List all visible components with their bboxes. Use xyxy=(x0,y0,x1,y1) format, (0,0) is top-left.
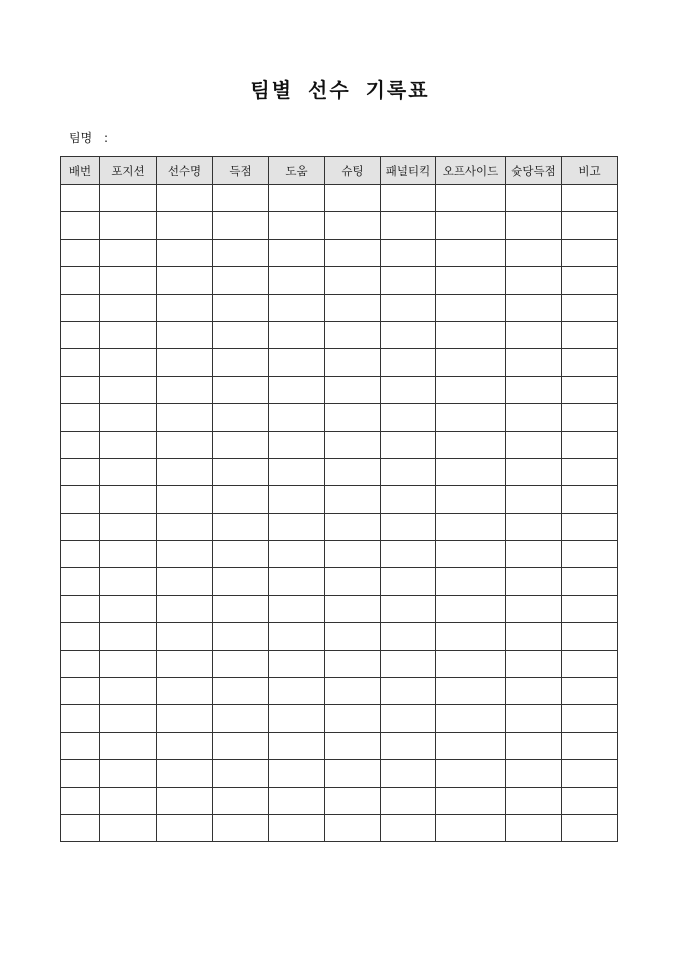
table-cell[interactable] xyxy=(436,431,506,458)
table-cell[interactable] xyxy=(381,294,436,321)
table-cell[interactable] xyxy=(269,623,325,650)
table-cell[interactable] xyxy=(269,541,325,568)
table-cell[interactable] xyxy=(100,404,157,431)
table-cell[interactable] xyxy=(100,376,157,403)
table-cell[interactable] xyxy=(100,814,157,841)
table-cell[interactable] xyxy=(325,267,381,294)
table-cell[interactable] xyxy=(100,650,157,677)
table-row xyxy=(61,623,618,650)
table-row xyxy=(61,212,618,239)
header-jersey-number: 배번 xyxy=(61,157,100,185)
table-cell[interactable] xyxy=(100,513,157,540)
table-cell[interactable] xyxy=(562,732,618,759)
table-cell[interactable] xyxy=(506,650,562,677)
table-cell[interactable] xyxy=(269,267,325,294)
table-cell[interactable] xyxy=(61,595,100,622)
table-cell[interactable] xyxy=(381,595,436,622)
table-row xyxy=(61,513,618,540)
table-cell[interactable] xyxy=(61,732,100,759)
table-cell[interactable] xyxy=(436,349,506,376)
table-cell[interactable] xyxy=(61,650,100,677)
table-cell[interactable] xyxy=(436,239,506,266)
table-cell[interactable] xyxy=(61,431,100,458)
table-cell[interactable] xyxy=(436,267,506,294)
table-cell[interactable] xyxy=(100,486,157,513)
table-cell[interactable] xyxy=(61,185,100,212)
header-shots: 슈팅 xyxy=(325,157,381,185)
table-cell[interactable] xyxy=(506,404,562,431)
table-cell[interactable] xyxy=(436,650,506,677)
table-cell[interactable] xyxy=(436,568,506,595)
table-cell[interactable] xyxy=(436,787,506,814)
table-cell[interactable] xyxy=(157,541,213,568)
table-cell[interactable] xyxy=(325,568,381,595)
table-cell[interactable] xyxy=(506,349,562,376)
table-cell[interactable] xyxy=(61,568,100,595)
table-cell[interactable] xyxy=(213,239,269,266)
table-cell[interactable] xyxy=(436,678,506,705)
table-cell[interactable] xyxy=(381,568,436,595)
table-cell[interactable] xyxy=(100,732,157,759)
table-cell[interactable] xyxy=(213,185,269,212)
table-row xyxy=(61,760,618,787)
table-cell[interactable] xyxy=(213,212,269,239)
table-cell[interactable] xyxy=(61,267,100,294)
table-cell[interactable] xyxy=(100,185,157,212)
table-cell[interactable] xyxy=(100,349,157,376)
table-cell[interactable] xyxy=(100,321,157,348)
header-player-name: 선수명 xyxy=(157,157,213,185)
table-cell[interactable] xyxy=(213,267,269,294)
table-cell[interactable] xyxy=(381,787,436,814)
table-cell[interactable] xyxy=(562,760,618,787)
table-cell[interactable] xyxy=(269,458,325,485)
table-cell[interactable] xyxy=(381,458,436,485)
table-cell[interactable] xyxy=(381,431,436,458)
table-cell[interactable] xyxy=(506,294,562,321)
table-cell[interactable] xyxy=(100,760,157,787)
table-cell[interactable] xyxy=(325,185,381,212)
table-cell[interactable] xyxy=(213,814,269,841)
table-cell[interactable] xyxy=(325,486,381,513)
table-row xyxy=(61,486,618,513)
table-cell[interactable] xyxy=(506,239,562,266)
table-cell[interactable] xyxy=(269,239,325,266)
table-cell[interactable] xyxy=(381,212,436,239)
table-cell[interactable] xyxy=(562,568,618,595)
table-row xyxy=(61,705,618,732)
table-cell[interactable] xyxy=(61,349,100,376)
table-header-row xyxy=(61,157,618,185)
table-cell[interactable] xyxy=(436,458,506,485)
table-cell[interactable] xyxy=(325,294,381,321)
table-cell[interactable] xyxy=(269,760,325,787)
table-cell[interactable] xyxy=(213,404,269,431)
table-cell[interactable] xyxy=(381,349,436,376)
table-cell[interactable] xyxy=(157,650,213,677)
table-cell[interactable] xyxy=(269,294,325,321)
table-cell[interactable] xyxy=(100,431,157,458)
table-cell[interactable] xyxy=(213,623,269,650)
table-cell[interactable] xyxy=(506,185,562,212)
table-cell[interactable] xyxy=(157,431,213,458)
header-goals: 득점 xyxy=(213,157,269,185)
table-cell[interactable] xyxy=(506,212,562,239)
table-cell[interactable] xyxy=(100,787,157,814)
team-name-colon: : xyxy=(104,131,109,145)
table-cell[interactable] xyxy=(381,678,436,705)
table-cell[interactable] xyxy=(269,376,325,403)
table-cell[interactable] xyxy=(325,321,381,348)
table-cell[interactable] xyxy=(100,294,157,321)
table-cell[interactable] xyxy=(562,239,618,266)
table-cell[interactable] xyxy=(213,650,269,677)
table-cell[interactable] xyxy=(325,212,381,239)
table-cell[interactable] xyxy=(325,650,381,677)
table-cell[interactable] xyxy=(506,458,562,485)
table-cell[interactable] xyxy=(562,814,618,841)
table-row xyxy=(61,595,618,622)
table-cell[interactable] xyxy=(562,349,618,376)
table-cell[interactable] xyxy=(381,321,436,348)
table-row xyxy=(61,321,618,348)
table-cell[interactable] xyxy=(213,349,269,376)
table-cell[interactable] xyxy=(100,458,157,485)
table-row xyxy=(61,239,618,266)
table-cell[interactable] xyxy=(506,760,562,787)
table-cell[interactable] xyxy=(157,732,213,759)
table-cell[interactable] xyxy=(436,705,506,732)
table-cell[interactable] xyxy=(269,814,325,841)
table-cell[interactable] xyxy=(157,185,213,212)
team-name-label: 팀명 xyxy=(69,131,93,145)
table-cell[interactable] xyxy=(213,760,269,787)
table-row xyxy=(61,349,618,376)
header-remarks: 비고 xyxy=(562,157,618,185)
table-cell[interactable] xyxy=(61,321,100,348)
table-cell[interactable] xyxy=(213,458,269,485)
table-cell[interactable] xyxy=(381,814,436,841)
table-cell[interactable] xyxy=(100,595,157,622)
table-cell[interactable] xyxy=(506,267,562,294)
table-cell[interactable] xyxy=(213,431,269,458)
table-row xyxy=(61,650,618,677)
table-cell[interactable] xyxy=(100,239,157,266)
table-cell[interactable] xyxy=(157,486,213,513)
table-cell[interactable] xyxy=(157,404,213,431)
table-cell[interactable] xyxy=(157,321,213,348)
table-cell[interactable] xyxy=(436,814,506,841)
table-cell[interactable] xyxy=(157,239,213,266)
table-cell[interactable] xyxy=(100,678,157,705)
table-cell[interactable] xyxy=(213,486,269,513)
table-cell[interactable] xyxy=(157,705,213,732)
table-cell[interactable] xyxy=(269,787,325,814)
table-cell[interactable] xyxy=(381,732,436,759)
table-cell[interactable] xyxy=(325,623,381,650)
table-cell[interactable] xyxy=(213,541,269,568)
table-cell[interactable] xyxy=(562,678,618,705)
table-cell[interactable] xyxy=(436,185,506,212)
team-name-line xyxy=(69,129,108,146)
table-cell[interactable] xyxy=(269,650,325,677)
table-cell[interactable] xyxy=(269,431,325,458)
table-cell[interactable] xyxy=(61,678,100,705)
table-cell[interactable] xyxy=(269,185,325,212)
table-cell[interactable] xyxy=(562,321,618,348)
table-cell[interactable] xyxy=(61,458,100,485)
table-cell[interactable] xyxy=(325,760,381,787)
table-cell[interactable] xyxy=(506,541,562,568)
table-cell[interactable] xyxy=(436,760,506,787)
table-cell[interactable] xyxy=(100,267,157,294)
table-cell[interactable] xyxy=(506,568,562,595)
table-cell[interactable] xyxy=(213,705,269,732)
table-row xyxy=(61,732,618,759)
table-cell[interactable] xyxy=(269,678,325,705)
table-cell[interactable] xyxy=(436,513,506,540)
table-cell[interactable] xyxy=(506,321,562,348)
table-cell[interactable] xyxy=(157,267,213,294)
table-cell[interactable] xyxy=(562,404,618,431)
table-cell[interactable] xyxy=(325,732,381,759)
table-cell[interactable] xyxy=(436,376,506,403)
table-cell[interactable] xyxy=(269,513,325,540)
table-cell[interactable] xyxy=(61,239,100,266)
table-cell[interactable] xyxy=(325,239,381,266)
table-cell[interactable] xyxy=(100,568,157,595)
table-cell[interactable] xyxy=(381,705,436,732)
header-position: 포지션 xyxy=(100,157,157,185)
table-cell[interactable] xyxy=(562,212,618,239)
table-cell[interactable] xyxy=(269,568,325,595)
table-cell[interactable] xyxy=(269,732,325,759)
table-cell[interactable] xyxy=(506,787,562,814)
table-cell[interactable] xyxy=(61,376,100,403)
table-cell[interactable] xyxy=(506,732,562,759)
table-cell[interactable] xyxy=(562,623,618,650)
table-cell[interactable] xyxy=(562,294,618,321)
table-cell[interactable] xyxy=(381,650,436,677)
page-title: 팀별 선수 기록표 xyxy=(250,78,430,102)
table-cell[interactable] xyxy=(325,595,381,622)
table-cell[interactable] xyxy=(269,486,325,513)
table-cell[interactable] xyxy=(325,349,381,376)
table-cell[interactable] xyxy=(269,595,325,622)
table-cell[interactable] xyxy=(436,595,506,622)
table-cell[interactable] xyxy=(506,623,562,650)
header-offside: 오프사이드 xyxy=(436,157,506,185)
table-cell[interactable] xyxy=(562,486,618,513)
table-cell[interactable] xyxy=(61,787,100,814)
table-cell[interactable] xyxy=(213,321,269,348)
table-cell[interactable] xyxy=(269,321,325,348)
table-cell[interactable] xyxy=(381,376,436,403)
table-cell[interactable] xyxy=(562,431,618,458)
table-cell[interactable] xyxy=(61,294,100,321)
table-cell[interactable] xyxy=(436,321,506,348)
table-cell[interactable] xyxy=(436,404,506,431)
table-cell[interactable] xyxy=(213,678,269,705)
table-row xyxy=(61,376,618,403)
table-cell[interactable] xyxy=(381,486,436,513)
table-cell[interactable] xyxy=(506,431,562,458)
table-cell[interactable] xyxy=(100,212,157,239)
table-cell[interactable] xyxy=(325,814,381,841)
table-cell[interactable] xyxy=(381,185,436,212)
table-cell[interactable] xyxy=(381,404,436,431)
table-row xyxy=(61,404,618,431)
table-row xyxy=(61,814,618,841)
header-assists: 도움 xyxy=(269,157,325,185)
table-cell[interactable] xyxy=(157,814,213,841)
table-cell[interactable] xyxy=(269,404,325,431)
table-cell[interactable] xyxy=(325,787,381,814)
table-cell[interactable] xyxy=(61,212,100,239)
table-cell[interactable] xyxy=(157,760,213,787)
player-record-table xyxy=(60,156,618,842)
table-cell[interactable] xyxy=(562,650,618,677)
table-cell[interactable] xyxy=(381,239,436,266)
table-cell[interactable] xyxy=(213,787,269,814)
table-cell[interactable] xyxy=(325,431,381,458)
table-cell[interactable] xyxy=(61,404,100,431)
table-cell[interactable] xyxy=(506,814,562,841)
table-cell[interactable] xyxy=(157,678,213,705)
header-penalty-kicks: 패널티킥 xyxy=(381,157,436,185)
table-cell[interactable] xyxy=(381,513,436,540)
table-cell[interactable] xyxy=(562,541,618,568)
table-cell[interactable] xyxy=(381,541,436,568)
table-cell[interactable] xyxy=(157,595,213,622)
table-cell[interactable] xyxy=(436,732,506,759)
table-cell[interactable] xyxy=(61,760,100,787)
table-row xyxy=(61,185,618,212)
table-body xyxy=(61,185,618,842)
table-cell[interactable] xyxy=(100,623,157,650)
table-row xyxy=(61,458,618,485)
table-cell[interactable] xyxy=(562,267,618,294)
table-cell[interactable] xyxy=(436,486,506,513)
table-cell[interactable] xyxy=(213,595,269,622)
table-cell[interactable] xyxy=(61,513,100,540)
table-row xyxy=(61,568,618,595)
table-cell[interactable] xyxy=(562,185,618,212)
table-cell[interactable] xyxy=(436,212,506,239)
table-cell[interactable] xyxy=(562,376,618,403)
table-cell[interactable] xyxy=(325,513,381,540)
table-row xyxy=(61,294,618,321)
table-cell[interactable] xyxy=(157,294,213,321)
table-row xyxy=(61,787,618,814)
table-cell[interactable] xyxy=(269,705,325,732)
table-cell[interactable] xyxy=(213,732,269,759)
table-cell[interactable] xyxy=(506,513,562,540)
table-cell[interactable] xyxy=(436,294,506,321)
table-cell[interactable] xyxy=(381,760,436,787)
table-cell[interactable] xyxy=(562,787,618,814)
table-cell[interactable] xyxy=(61,486,100,513)
table-cell[interactable] xyxy=(100,541,157,568)
table-cell[interactable] xyxy=(562,513,618,540)
table-cell[interactable] xyxy=(562,458,618,485)
table-cell[interactable] xyxy=(506,678,562,705)
table-cell[interactable] xyxy=(213,294,269,321)
table-cell[interactable] xyxy=(562,705,618,732)
table-cell[interactable] xyxy=(325,541,381,568)
table-cell[interactable] xyxy=(61,705,100,732)
table-cell[interactable] xyxy=(269,349,325,376)
table-cell[interactable] xyxy=(325,678,381,705)
table-cell[interactable] xyxy=(506,486,562,513)
table-cell[interactable] xyxy=(61,623,100,650)
table-cell[interactable] xyxy=(100,705,157,732)
table-cell[interactable] xyxy=(325,376,381,403)
table-cell[interactable] xyxy=(157,458,213,485)
table-cell[interactable] xyxy=(61,814,100,841)
table-cell[interactable] xyxy=(157,568,213,595)
table-cell[interactable] xyxy=(61,541,100,568)
table-cell[interactable] xyxy=(381,623,436,650)
table-cell[interactable] xyxy=(213,568,269,595)
table-cell[interactable] xyxy=(506,595,562,622)
table-cell[interactable] xyxy=(213,513,269,540)
table-cell[interactable] xyxy=(157,212,213,239)
table-cell[interactable] xyxy=(436,541,506,568)
table-cell[interactable] xyxy=(562,595,618,622)
table-row xyxy=(61,678,618,705)
table-cell[interactable] xyxy=(157,513,213,540)
table-cell[interactable] xyxy=(506,376,562,403)
table-row xyxy=(61,267,618,294)
table-row xyxy=(61,541,618,568)
table-cell[interactable] xyxy=(436,623,506,650)
table-cell[interactable] xyxy=(157,349,213,376)
header-goals-per-shot: 슛당득점 xyxy=(506,157,562,185)
table-cell[interactable] xyxy=(157,623,213,650)
table-cell[interactable] xyxy=(213,376,269,403)
table-cell[interactable] xyxy=(506,705,562,732)
table-row xyxy=(61,431,618,458)
table-cell[interactable] xyxy=(157,376,213,403)
table-cell[interactable] xyxy=(381,267,436,294)
table-cell[interactable] xyxy=(325,458,381,485)
table-cell[interactable] xyxy=(157,787,213,814)
table-cell[interactable] xyxy=(325,705,381,732)
table-cell[interactable] xyxy=(269,212,325,239)
table-cell[interactable] xyxy=(325,404,381,431)
